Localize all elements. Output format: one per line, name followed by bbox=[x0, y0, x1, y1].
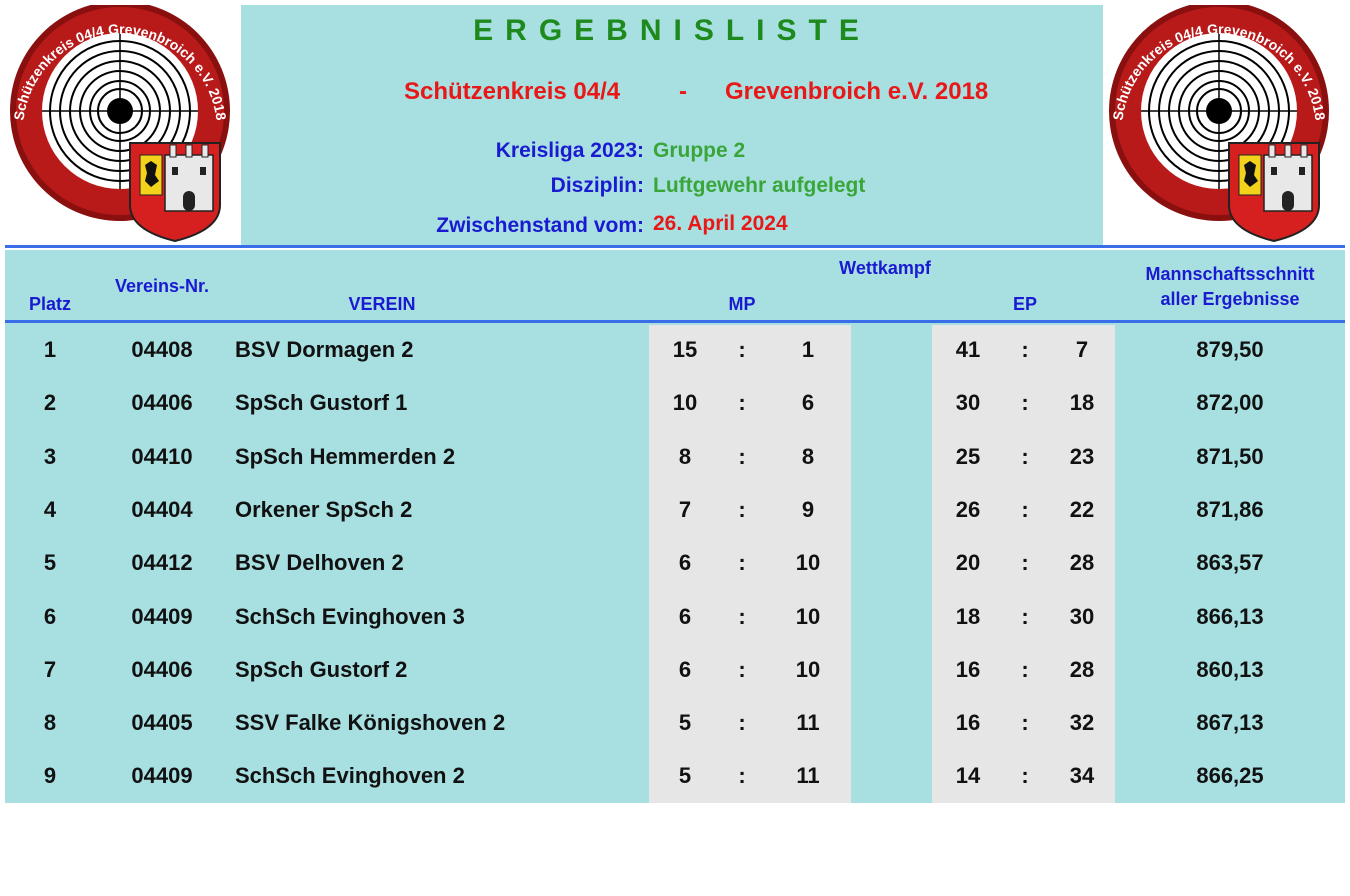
cell-mp1: 5 bbox=[678, 763, 692, 789]
table-row bbox=[0, 430, 1350, 483]
cell-ep1: 18 bbox=[955, 603, 981, 629]
cell-ep1: 16 bbox=[955, 656, 981, 682]
top-rule bbox=[5, 245, 1345, 248]
col-header-wettkampf: Wettkampf bbox=[839, 258, 931, 278]
cell-schnitt: 866,25 bbox=[1196, 763, 1264, 789]
date-label: Zwischenstand vom: bbox=[436, 214, 644, 237]
cell-schnitt: 872,00 bbox=[1196, 390, 1264, 416]
cell-mp1: 15 bbox=[672, 337, 698, 362]
cell-ep1: 41 bbox=[955, 337, 981, 362]
cell-nr: 04405 bbox=[131, 710, 193, 736]
cell-colon1: : bbox=[738, 496, 746, 522]
cell-ep2: 30 bbox=[1069, 603, 1095, 629]
league-value: Gruppe 2 bbox=[653, 139, 746, 162]
cell-ep1: 16 bbox=[955, 710, 981, 736]
cell-platz: 3 bbox=[43, 443, 57, 469]
cell-platz: 7 bbox=[43, 656, 57, 682]
cell-nr: 04406 bbox=[131, 390, 193, 416]
cell-mp1: 5 bbox=[678, 710, 692, 736]
cell-verein: BSV Delhoven 2 bbox=[235, 550, 404, 576]
cell-verein: SpSch Hemmerden 2 bbox=[235, 443, 456, 469]
cell-platz: 1 bbox=[43, 337, 57, 362]
cell-ep1: 20 bbox=[955, 550, 981, 576]
table-row bbox=[0, 376, 1350, 429]
col-header-vereins-nr: Vereins-Nr. bbox=[114, 276, 210, 296]
subtitle-city-year: Grevenbroich e.V. 2018 bbox=[725, 78, 989, 105]
cell-colon2: : bbox=[1021, 710, 1029, 736]
cell-mp2: 11 bbox=[796, 763, 820, 789]
cell-colon2: : bbox=[1021, 656, 1029, 682]
page-title: ERGEBNISLISTE bbox=[473, 14, 871, 47]
cell-platz: 4 bbox=[43, 496, 57, 522]
cell-mp2: 8 bbox=[801, 443, 815, 469]
cell-colon1: : bbox=[738, 603, 746, 629]
cell-platz: 6 bbox=[43, 603, 57, 629]
table-row bbox=[0, 749, 1350, 802]
cell-mp2: 6 bbox=[801, 390, 815, 416]
subtitle-separator: - bbox=[679, 78, 687, 105]
cell-ep1: 14 bbox=[955, 763, 981, 789]
col-header-platz: Platz bbox=[28, 294, 71, 314]
table-row bbox=[0, 590, 1350, 643]
cell-colon1: : bbox=[738, 656, 746, 682]
cell-colon2: : bbox=[1021, 496, 1029, 522]
cell-nr: 04404 bbox=[131, 496, 193, 522]
cell-schnitt: 871,86 bbox=[1196, 496, 1264, 522]
cell-verein: SpSch Gustorf 1 bbox=[235, 390, 408, 416]
table-row bbox=[0, 323, 1350, 376]
cell-colon2: : bbox=[1021, 337, 1029, 362]
cell-colon2: : bbox=[1021, 443, 1029, 469]
col-header-verein: VEREIN bbox=[348, 294, 416, 314]
cell-mp1: 8 bbox=[678, 443, 692, 469]
cell-mp1: 6 bbox=[678, 603, 692, 629]
discipline-value: Luftgewehr aufgelegt bbox=[653, 174, 866, 197]
cell-mp2: 10 bbox=[795, 550, 821, 576]
cell-verein: Orkener SpSch 2 bbox=[235, 496, 413, 522]
cell-verein: SSV Falke Königshoven 2 bbox=[235, 710, 506, 736]
cell-platz: 5 bbox=[43, 550, 57, 576]
col-header-schnitt-line2: aller Ergebnisse bbox=[1160, 289, 1300, 309]
cell-schnitt: 863,57 bbox=[1196, 550, 1264, 576]
cell-mp2: 10 bbox=[795, 656, 821, 682]
cell-mp1: 7 bbox=[678, 496, 692, 522]
cell-verein: SchSch Evinghoven 2 bbox=[235, 763, 465, 789]
cell-colon2: : bbox=[1021, 550, 1029, 576]
cell-verein: BSV Dormagen 2 bbox=[235, 337, 414, 362]
cell-nr: 04410 bbox=[131, 443, 193, 469]
cell-verein: SchSch Evinghoven 3 bbox=[235, 603, 465, 629]
cell-schnitt: 867,13 bbox=[1196, 710, 1264, 736]
table-row bbox=[0, 536, 1350, 589]
logo-left bbox=[5, 5, 235, 245]
cell-colon1: : bbox=[738, 763, 746, 789]
cell-colon1: : bbox=[738, 710, 746, 736]
col-header-mp: MP bbox=[728, 294, 756, 314]
cell-schnitt: 879,50 bbox=[1196, 337, 1264, 362]
table-row bbox=[0, 643, 1350, 696]
cell-nr: 04408 bbox=[131, 337, 193, 362]
cell-ep1: 26 bbox=[955, 496, 981, 522]
cell-mp1: 10 bbox=[672, 390, 698, 416]
cell-ep1: 30 bbox=[955, 390, 981, 416]
cell-mp1: 6 bbox=[678, 656, 692, 682]
cell-ep2: 7 bbox=[1075, 337, 1089, 362]
cell-ep2: 28 bbox=[1069, 656, 1095, 682]
cell-colon2: : bbox=[1021, 763, 1029, 789]
cell-nr: 04409 bbox=[131, 763, 193, 789]
date-value: 26. April 2024 bbox=[653, 212, 788, 235]
cell-colon1: : bbox=[738, 550, 746, 576]
cell-ep2: 23 bbox=[1069, 443, 1095, 469]
league-label: Kreisliga 2023: bbox=[495, 139, 644, 162]
cell-colon1: : bbox=[738, 443, 746, 469]
table-row bbox=[0, 696, 1350, 749]
cell-colon1: : bbox=[738, 337, 746, 362]
logo-ring-text: Schützenkreis 04/4 Grevenbroich e.V. 2018 bbox=[1109, 20, 1329, 122]
cell-mp2: 1 bbox=[801, 337, 815, 362]
cell-mp1: 6 bbox=[678, 550, 692, 576]
cell-ep2: 18 bbox=[1069, 390, 1095, 416]
col-header-ep: EP bbox=[1012, 294, 1037, 314]
cell-ep2: 32 bbox=[1069, 710, 1095, 736]
cell-mp2: 10 bbox=[795, 603, 821, 629]
cell-colon1: : bbox=[738, 390, 746, 416]
cell-platz: 9 bbox=[43, 763, 57, 789]
cell-ep2: 22 bbox=[1069, 496, 1095, 522]
cell-platz: 8 bbox=[43, 710, 57, 736]
cell-schnitt: 866,13 bbox=[1196, 603, 1264, 629]
cell-mp2: 9 bbox=[801, 496, 815, 522]
cell-ep2: 34 bbox=[1069, 763, 1095, 789]
cell-ep2: 28 bbox=[1069, 550, 1095, 576]
logo-right bbox=[1104, 5, 1334, 245]
cell-ep1: 25 bbox=[955, 443, 981, 469]
cell-colon2: : bbox=[1021, 603, 1029, 629]
cell-mp2: 11 bbox=[796, 710, 820, 736]
table-row bbox=[0, 483, 1350, 536]
subtitle-association: Schützenkreis 04/4 bbox=[404, 78, 621, 105]
cell-schnitt: 871,50 bbox=[1196, 443, 1264, 469]
cell-nr: 04406 bbox=[131, 656, 193, 682]
discipline-label: Disziplin: bbox=[550, 174, 644, 197]
col-header-schnitt-line1: Mannschaftsschnitt bbox=[1145, 264, 1315, 284]
logo-ring-text: Schützenkreis 04/4 Grevenbroich e.V. 2018 bbox=[10, 20, 230, 122]
cell-nr: 04412 bbox=[131, 550, 193, 576]
cell-verein: SpSch Gustorf 2 bbox=[235, 656, 408, 682]
cell-schnitt: 860,13 bbox=[1196, 656, 1264, 682]
cell-platz: 2 bbox=[43, 390, 57, 416]
cell-colon2: : bbox=[1021, 390, 1029, 416]
cell-nr: 04409 bbox=[131, 603, 193, 629]
